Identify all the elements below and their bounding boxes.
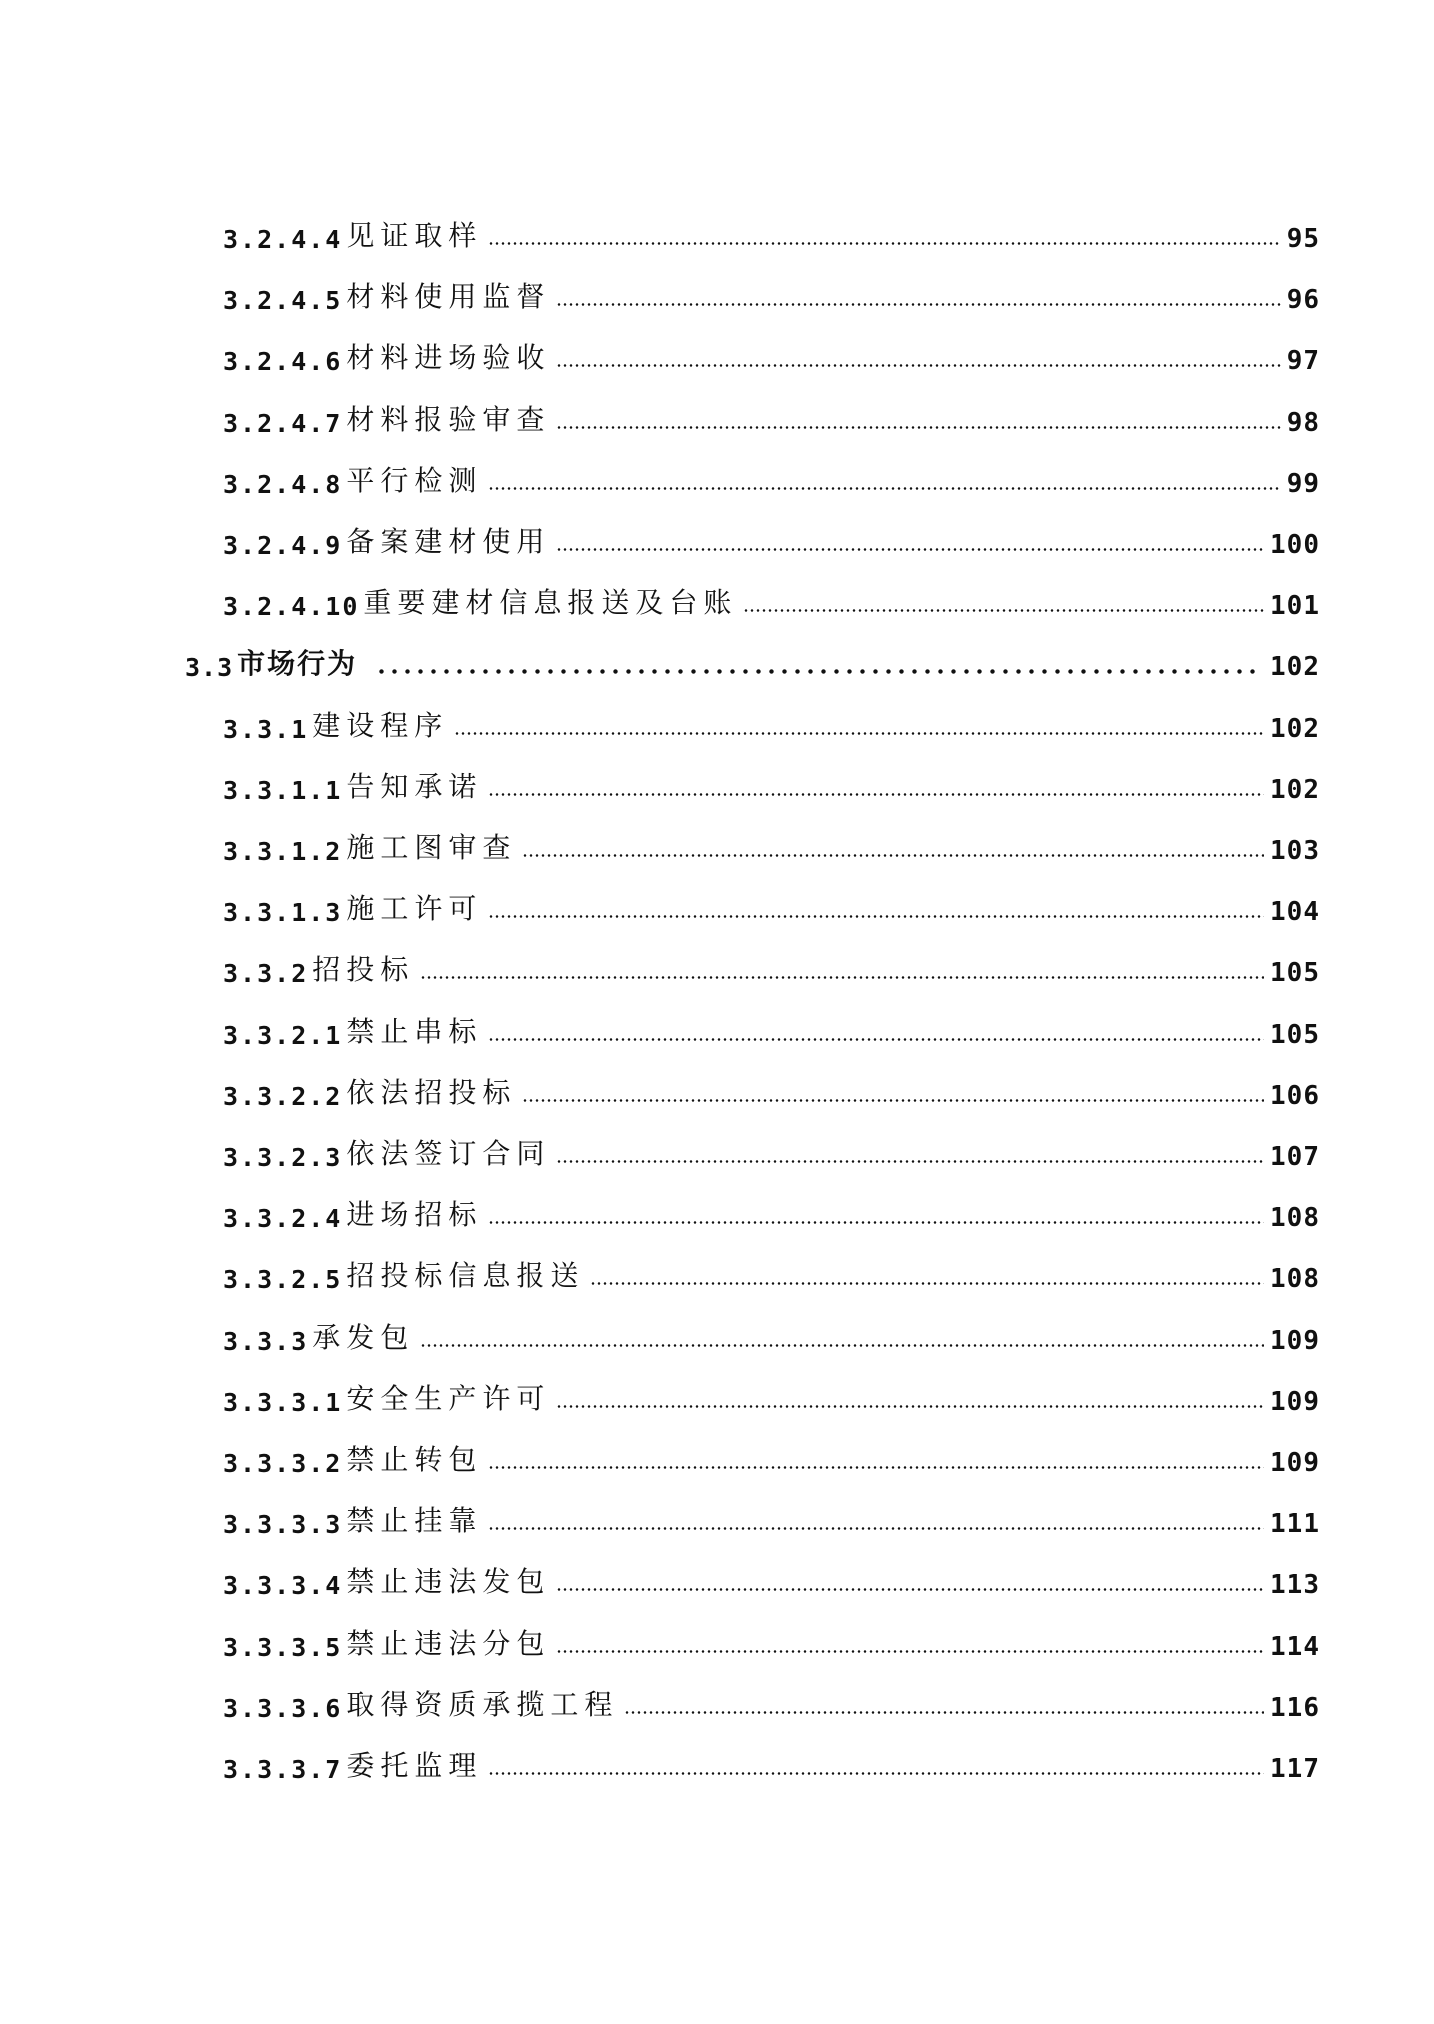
- toc-entry-number: 3.3.3.4: [223, 1571, 343, 1600]
- toc-entry-title: 材料进场验收: [346, 341, 551, 374]
- dot-leader: [556, 548, 1264, 551]
- toc-entry-number: 3.3.1: [223, 715, 309, 744]
- toc-entry-title: 施工图审查: [346, 831, 517, 864]
- toc-entry-page-number: 111: [1270, 1509, 1320, 1539]
- dot-leader: [420, 1344, 1264, 1347]
- toc-entry[interactable]: [223, 398, 1320, 438]
- toc-entry-title: 取得资质承揽工程: [346, 1688, 619, 1721]
- toc-entry[interactable]: [223, 459, 1320, 499]
- toc-entry-page-number: 101: [1270, 591, 1320, 621]
- toc-entry-number: 3.2.4.9: [223, 531, 343, 560]
- toc-entry-page-number: 109: [1270, 1326, 1320, 1356]
- toc-entry-page-number: 95: [1286, 224, 1320, 254]
- toc-entry[interactable]: [223, 1499, 1320, 1539]
- toc-entry-title: 招投标信息报送: [346, 1259, 585, 1292]
- toc-entry[interactable]: [223, 1071, 1320, 1111]
- toc-entry-number: 3.3.3.5: [223, 1633, 343, 1662]
- dot-leader: [454, 732, 1264, 735]
- toc-entry-title: 承发包: [312, 1321, 415, 1354]
- toc-entry[interactable]: [223, 214, 1320, 254]
- toc-entry-page-number: 108: [1270, 1264, 1320, 1294]
- toc-entry-title: 依法签订合同: [346, 1137, 551, 1170]
- toc-entry-number: 3.3.2.2: [223, 1082, 343, 1111]
- toc-entry-page-number: 107: [1270, 1142, 1320, 1172]
- toc-entry-number: 3.3.1.2: [223, 837, 343, 866]
- toc-entry-number: 3.2.4.5: [223, 286, 343, 315]
- toc-entry[interactable]: [223, 1438, 1320, 1478]
- toc-entry-page-number: 106: [1270, 1081, 1320, 1111]
- toc-entry-number: 3.3.3.7: [223, 1755, 343, 1784]
- toc-entry[interactable]: [223, 1316, 1320, 1356]
- toc-entry-title: 禁止挂靠: [346, 1504, 483, 1537]
- toc-entry-title: 材料报验审查: [346, 403, 551, 436]
- toc-entry[interactable]: [223, 336, 1320, 376]
- toc-entry-title: 重要建材信息报送及台账: [363, 586, 738, 619]
- toc-entry-page-number: 102: [1270, 652, 1320, 682]
- dot-leader: [488, 915, 1264, 918]
- toc-entry[interactable]: [223, 826, 1320, 866]
- toc-entry-page-number: 98: [1286, 408, 1320, 438]
- toc-entry-title: 材料使用监督: [346, 280, 551, 313]
- toc-entry[interactable]: [223, 581, 1320, 621]
- toc-entry-page-number: 108: [1270, 1203, 1320, 1233]
- toc-entry-title: 禁止串标: [346, 1015, 483, 1048]
- dot-leader: [488, 793, 1264, 796]
- dot-leader: [556, 426, 1280, 429]
- toc-entry-page-number: 113: [1270, 1570, 1320, 1600]
- toc-entry[interactable]: [223, 1254, 1320, 1294]
- toc-entry-number: 3.3.2.1: [223, 1021, 343, 1050]
- toc-entry-number: 3.3.2: [223, 959, 309, 988]
- toc-entry[interactable]: [223, 765, 1320, 805]
- toc-entry-number: 3.3.3.3: [223, 1510, 343, 1539]
- dot-leader: [420, 976, 1264, 979]
- toc-entry-number: 3.2.4.8: [223, 470, 343, 499]
- toc-entry-number: 3.2.4.7: [223, 409, 343, 438]
- toc-entry-title: 市场行为: [237, 647, 358, 680]
- toc-entry-title: 建设程序: [312, 709, 449, 742]
- toc-entry[interactable]: [223, 704, 1320, 744]
- toc-entry-number: 3.3.1.1: [223, 776, 343, 805]
- toc-entry-title: 见证取样: [346, 219, 483, 252]
- dot-leader: [488, 242, 1280, 245]
- toc-entry-title: 依法招投标: [346, 1076, 517, 1109]
- toc-entry-title: 禁止违法分包: [346, 1627, 551, 1660]
- toc-entry-page-number: 105: [1270, 1020, 1320, 1050]
- toc-entry-page-number: 103: [1270, 836, 1320, 866]
- toc-entry-number: 3.3.3.1: [223, 1388, 343, 1417]
- toc-entry-number: 3.3.3.6: [223, 1694, 343, 1723]
- toc-entry-title: 招投标: [312, 953, 415, 986]
- dot-leader: [522, 854, 1264, 857]
- toc-entry[interactable]: [223, 1622, 1320, 1662]
- toc-entry-page-number: 104: [1270, 897, 1320, 927]
- dot-leader: [556, 1588, 1264, 1591]
- toc-entry-page-number: 109: [1270, 1387, 1320, 1417]
- toc-entry-number: 3.2.4.6: [223, 347, 343, 376]
- dot-leader: [556, 1650, 1264, 1653]
- dot-leader: [556, 1405, 1264, 1408]
- toc-entry-page-number: 100: [1270, 530, 1320, 560]
- toc-entry-page-number: 109: [1270, 1448, 1320, 1478]
- toc-entry-number: 3.3.3: [223, 1327, 309, 1356]
- dot-leader: [488, 1038, 1264, 1041]
- toc-entry-title: 备案建材使用: [346, 525, 551, 558]
- toc-entry-title: 施工许可: [346, 892, 483, 925]
- toc-entry-title: 委托监理: [346, 1749, 483, 1782]
- toc-entry-page-number: 114: [1270, 1632, 1320, 1662]
- toc-entry[interactable]: [223, 1010, 1320, 1050]
- toc-entry[interactable]: [223, 275, 1320, 315]
- dot-leader: [375, 669, 1256, 674]
- toc-entry[interactable]: [223, 1683, 1320, 1723]
- dot-leader: [488, 1772, 1264, 1775]
- dot-leader: [556, 364, 1280, 367]
- dot-leader: [488, 487, 1280, 490]
- toc-entry-page-number: 105: [1270, 958, 1320, 988]
- toc-entry-title: 进场招标: [346, 1198, 483, 1231]
- toc-entry-number: 3.3.1.3: [223, 898, 343, 927]
- toc-entry[interactable]: [223, 948, 1320, 988]
- dot-leader: [522, 1099, 1264, 1102]
- toc-entry[interactable]: [223, 1744, 1320, 1784]
- toc-entry-page-number: 102: [1270, 714, 1320, 744]
- toc-entry[interactable]: [223, 520, 1320, 560]
- toc-entry[interactable]: [185, 642, 1320, 682]
- toc-entry[interactable]: [223, 887, 1320, 927]
- toc-entry-number: 3.3.2.3: [223, 1143, 343, 1172]
- toc-entry[interactable]: [223, 1193, 1320, 1233]
- toc-entry[interactable]: [223, 1132, 1320, 1172]
- toc-entry-page-number: 102: [1270, 775, 1320, 805]
- toc-entry-number: 3.3.2.4: [223, 1204, 343, 1233]
- toc-entry-page-number: 97: [1286, 346, 1320, 376]
- toc-entry-page-number: 99: [1286, 469, 1320, 499]
- dot-leader: [624, 1711, 1264, 1714]
- toc-entry[interactable]: [223, 1377, 1320, 1417]
- toc-entry-number: 3.3.2.5: [223, 1265, 343, 1294]
- toc-entry-title: 平行检测: [346, 464, 483, 497]
- toc-entry-page-number: 117: [1270, 1754, 1320, 1784]
- dot-leader: [556, 303, 1280, 306]
- toc-entry-number: 3.3.3.2: [223, 1449, 343, 1478]
- dot-leader: [488, 1527, 1264, 1530]
- toc-entry-title: 安全生产许可: [346, 1382, 551, 1415]
- dot-leader: [488, 1221, 1264, 1224]
- dot-leader: [556, 1160, 1264, 1163]
- toc-entry-number: 3.2.4.10: [223, 592, 360, 621]
- toc-entry-page-number: 96: [1286, 285, 1320, 315]
- toc-entry-title: 告知承诺: [346, 770, 483, 803]
- toc-entry-number: 3.2.4.4: [223, 225, 343, 254]
- dot-leader: [743, 609, 1264, 612]
- dot-leader: [590, 1282, 1264, 1285]
- toc-entry[interactable]: [223, 1560, 1320, 1600]
- dot-leader: [488, 1466, 1264, 1469]
- toc-entry-title: 禁止违法发包: [346, 1565, 551, 1598]
- toc-entry-title: 禁止转包: [346, 1443, 483, 1476]
- toc-entry-number: 3.3: [185, 653, 234, 682]
- toc-entry-page-number: 116: [1270, 1693, 1320, 1723]
